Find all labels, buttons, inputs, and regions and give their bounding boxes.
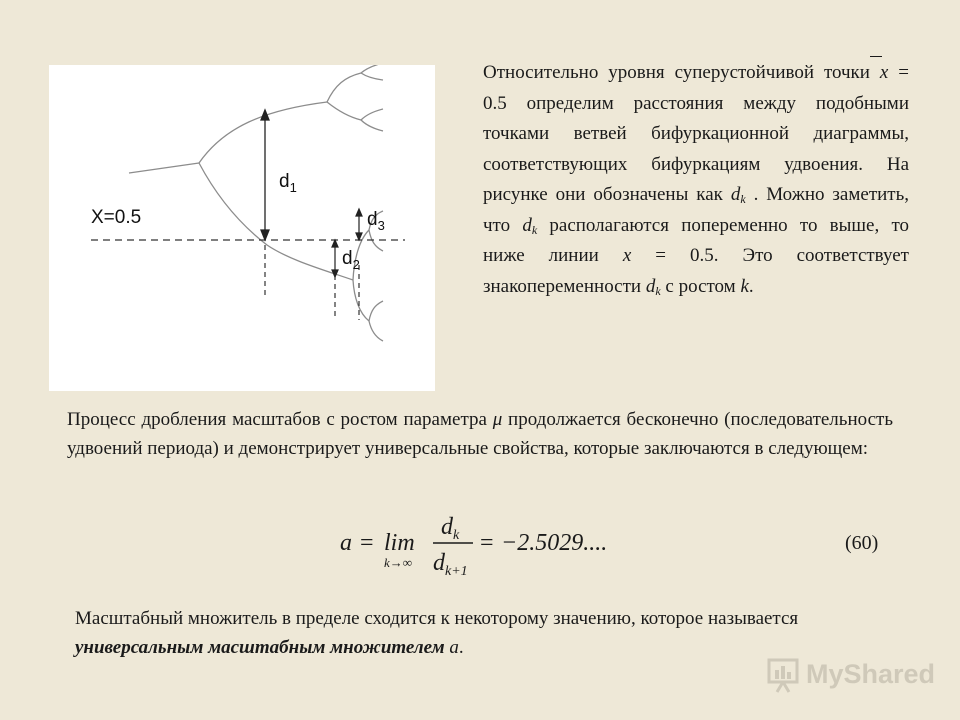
eq-den-d: $d_{k+1}$ xyxy=(433,550,468,579)
branch-top-1 xyxy=(327,73,361,102)
branch-top-2 xyxy=(327,102,361,120)
paragraph-scale-process: Процесс дробления масштабов с ростом параметра μ продолжается бесконечно (последовательность удвоений периода) и демонстрирует универсальные свойства, которые заключаются в следующем: xyxy=(67,409,893,459)
eq-equals-2: = xyxy=(480,530,494,556)
branch-low-2 xyxy=(353,280,369,321)
eq-lim-sub: k→∞ xyxy=(384,555,413,570)
branch-low-1 xyxy=(353,230,369,280)
d3-arrow xyxy=(356,209,362,240)
eq-num-d: $d_k$ xyxy=(441,514,460,543)
bifurcation-diagram xyxy=(49,65,435,391)
presentation-icon xyxy=(766,656,802,694)
eq-rhs: −2.5029.... xyxy=(501,530,608,556)
d1-arrow xyxy=(261,110,269,240)
branch-upper xyxy=(199,102,327,163)
d2-label: $d_2$ xyxy=(342,248,360,272)
equation-number: (60) xyxy=(845,532,879,554)
eq-lhs: a xyxy=(340,530,352,556)
bifurcation-figure xyxy=(49,65,435,391)
d3-label: $d_3$ xyxy=(367,209,385,233)
paragraph-superstable-point: Относительно уровня суперустойчивой точки x = 0.5 определим расстояния между подобными точками ветвей бифуркационной диаграммы, соответствующих бифуркациям удвоения. На рисунке они обозначены как $d_k$ . Можно заметить, что $d_k$ располагаются попеременно то выше, то ниже линии x = 0.5. Это соответствует знакопеременности $d_k$ с ростом k. xyxy=(483,58,909,302)
equation-60 xyxy=(338,510,638,585)
eq-lim: lim xyxy=(384,530,415,556)
eq-equals-1: = xyxy=(360,530,374,556)
branch-lower xyxy=(199,163,353,280)
d1-label: $d_1$ xyxy=(279,171,297,195)
watermark-logo xyxy=(766,654,936,696)
watermark-text: MyShared xyxy=(806,659,936,689)
d2-arrow xyxy=(332,240,338,277)
branch-stem xyxy=(129,163,199,173)
x-level-label: X=0.5 xyxy=(91,207,142,228)
paragraph-universal-factor: Масштабный множитель в пределе сходится к некоторому значению, которое называется универсальным масштабным множителем a. xyxy=(75,608,799,658)
